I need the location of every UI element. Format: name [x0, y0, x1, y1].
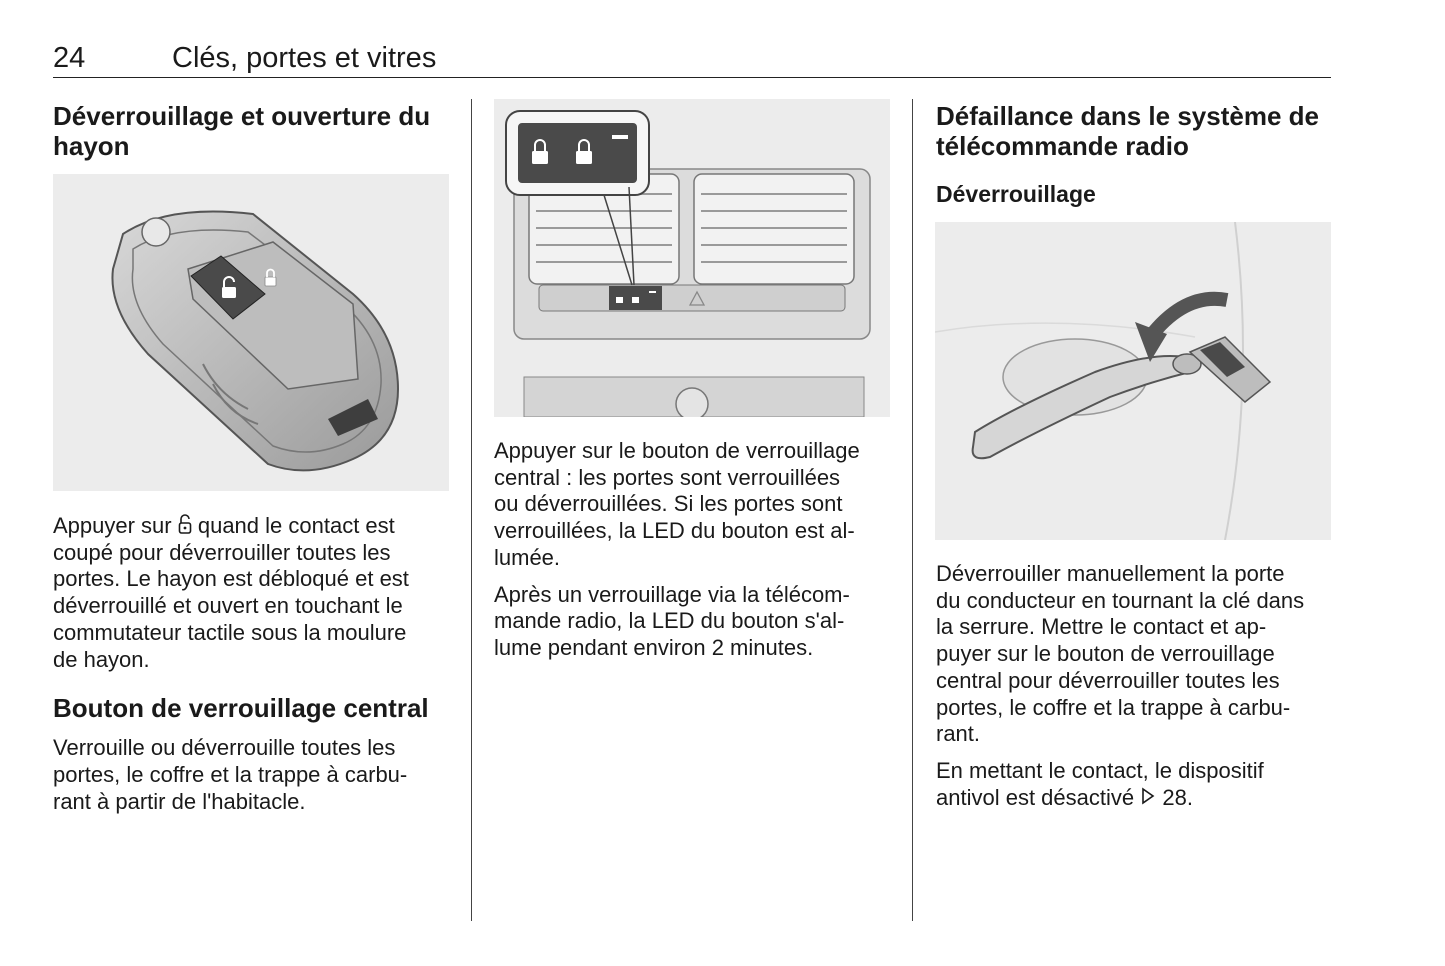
heading-central-lock-button: Bouton de verrouillage central: [53, 693, 429, 724]
column-divider-left: [471, 99, 472, 921]
central-lock-button-illustration: [494, 99, 890, 417]
paragraph-immobiliser: [936, 758, 1346, 811]
cross-reference-arrow-icon: [1140, 785, 1156, 807]
paragraph-press-button: Appuyer sur le bouton de verrouillage central : les portes sont verrouillées ou déverrouillées. Si les portes sont verrouillées, la LED du bouton est al- lumée.: [494, 438, 860, 570]
unlock-text-after: quand le contact est coupé pour déverrouiller toutes les portes. Le hayon est débloqué et est déverrouillé et ouvert en touchant le commutateur tactile sous la moulure de hayon.: [53, 513, 409, 672]
door-handle-drawing: [935, 222, 1331, 540]
page-number: 24: [53, 42, 86, 74]
paragraph-manual-unlock: Déverrouiller manuellement la porte du conducteur en tournant la clé dans la serrure. Mettre le contact et ap- puyer sur le bouton de verrouillage central pour déverrouiller toutes les portes, le coffre et la trappe à carbu- rant.: [936, 561, 1305, 747]
paragraph-led-remote: Après un verrouillage via la télécom- mande radio, la LED du bouton s'al- lume pendant environ 2 minutes.: [494, 581, 850, 660]
key-fob-illustration: [53, 174, 449, 491]
section-title: Clés, portes et vitres: [172, 42, 437, 74]
immobiliser-text: En mettant le contact, le dispositif antivol est désactivé: [936, 757, 1264, 810]
key-fob-drawing: [53, 174, 449, 491]
column-divider-right: [912, 99, 913, 921]
paragraph-unlock-key: [53, 513, 463, 673]
right-text-block: [936, 561, 1346, 811]
right-column: [936, 101, 1336, 208]
heading-tailgate-unlock: Déverrouillage et ouverture du hayon: [53, 101, 431, 161]
subheading-unlocking: Déverrouillage: [936, 181, 1096, 207]
left-column: [53, 101, 453, 161]
cross-reference-page-link[interactable]: 28.: [1162, 784, 1193, 810]
left-text-block: [53, 513, 463, 815]
heading-remote-failure: Défaillance dans le système de télécommande radio: [936, 101, 1319, 161]
dashboard-vents-drawing: [494, 99, 890, 417]
header-rule: [53, 77, 1331, 78]
middle-text-block: [494, 438, 904, 662]
unlock-text-before: Appuyer sur: [53, 513, 178, 538]
door-handle-illustration: [935, 222, 1331, 540]
paragraph-central-lock: Verrouille ou déverrouille toutes les portes, le coffre et la trappe à carbu- rant à partir de l'habitacle.: [53, 735, 408, 814]
unlock-icon: [178, 513, 192, 535]
